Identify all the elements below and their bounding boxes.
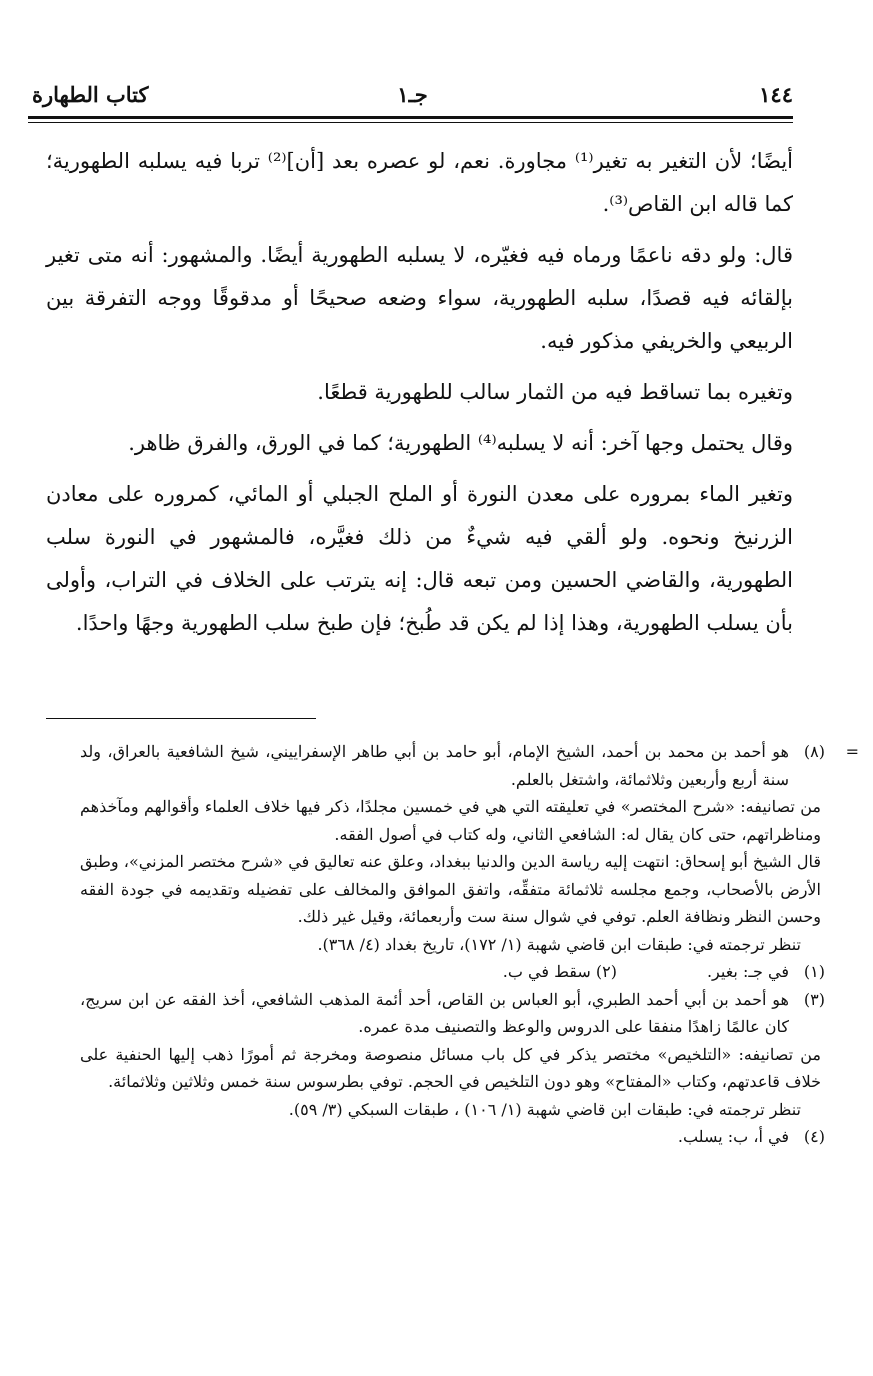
footnote-3-works: من تصانيفه: «التلخيص» مختصر يذكر في كل باب مسائل منصوصة ومخرجة ثم أمورًا ذهب إليها الحنفية على خلاف قاعدتهم، وكتاب «المفتاح» وهو دون التلخيص في الحجم. توفي بطرسوس سنة خمس وثلاثين وثلاثمائة. — [80, 1044, 821, 1091]
paragraph: قال: ولو دقه ناعمًا ورماه فيه فغيّره، لا يسلبه الطهورية أيضًا. والمشهور: أنه متى تغير بإلقائه فيه قصدًا، سلبه الطهورية، سواء وضعه صحيحًا أو مدقوقًا ووجه التفرقة بين الربيعي والخريفي مذكور فيه. — [46, 243, 793, 353]
paragraph: أيضًا؛ لأن التغير به تغير⁽¹⁾ مجاورة. نعم، لو عصره بعد [أن]⁽²⁾ تربا فيه يسلبه الطهورية؛ كما قاله ابن القاص⁽³⁾. — [46, 149, 794, 216]
footnote-3 — [80, 986, 833, 1041]
footnote-number: (٣) — [803, 989, 825, 1009]
footnote-8-works: من تصانيفه: «شرح المختصر» في تعليقته التي هي في خمسين مجلدًا، ذكر فيها خلاف العلماء وأقوالهم ومآخذهم ومناظراتهم، حتى كان يقال له: الشافعي الثاني، وله كتاب في أصول الفقه. — [80, 797, 821, 844]
footnote-8-refs: تنظر ترجمته في: طبقات ابن قاضي شهبة (١/ ١٧٢)، تاريخ بغداد (٤/ ٣٦٨). — [317, 934, 801, 954]
footnote-number: (١) — [803, 962, 825, 981]
footnote-8-quote: قال الشيخ أبو إسحاق: انتهت إليه رياسة الدين والدنيا ببغداد، وعلق عنه تعاليق في «شرح مختصر المزني»، وطبق الأرض بالأصحاب، وجمع مجلسه ثلاثمائة متفقِّه، واتفق الموافق والمخالف على تفضيله وتقديمه في جودة الفقه وحسن النظر ونظافة العلم. توفي في شوال سنة ست وأربعمائة، وقيل غير ذلك. — [80, 852, 821, 926]
footnote-4 — [80, 1123, 833, 1151]
paragraph: وقال يحتمل وجها آخر: أنه لا يسلبه⁽⁴⁾ الطهورية؛ كما في الورق، والفرق ظاهر. — [128, 431, 793, 455]
footnote-text: هو أحمد بن محمد بن أحمد، الشيخ الإمام، أبو حامد بن أبي طاهر الإسفراييني، شيخ الشافعية بالعراق، ولد سنة أربع وأربعين وثلاثمائة، واشتغل بالعلم. — [80, 742, 789, 789]
continuation-marker: = — [845, 742, 859, 761]
footnote-number: (٤) — [803, 1127, 825, 1146]
header-rule-thin — [28, 122, 793, 123]
main-text — [46, 140, 793, 653]
footnote-text: سقط في ب. — [502, 962, 591, 981]
header-rule-thick — [28, 116, 793, 119]
footnote-8 — [80, 738, 859, 793]
footnote-1-2 — [80, 958, 833, 986]
book-title: كتاب الطهارة — [32, 82, 149, 107]
footnote-text: في جـ: بغير. — [706, 962, 789, 981]
footnote-number: (٢) — [595, 962, 617, 981]
footnote-text: في أ، ب: يسلب. — [677, 1127, 789, 1146]
running-header — [32, 80, 793, 114]
footnote-text: هو أحمد بن أبي أحمد الطبري، أبو العباس بن القاص، أحد أئمة المذهب الشافعي، أخذ الفقه عن ابن سريج، كان عالمًا زاهدًا منفقا على الدروس والوعظ والتصنيف مدة عمره. — [80, 989, 789, 1036]
footnote-2 — [503, 958, 617, 986]
footnote-3-refs: تنظر ترجمته في: طبقات ابن قاضي شهبة (١/ ١٠٦) ، طبقات السبكي (٣/ ٥٩). — [288, 1099, 801, 1119]
footnotes — [80, 738, 859, 1151]
paragraph: وتغيره بما تساقط فيه من الثمار سالب للطهورية قطعًا. — [317, 380, 793, 404]
page-number: ١٤٤ — [759, 82, 793, 107]
paragraph: وتغير الماء بمروره على معدن النورة أو الملح الجبلي أو المائي، كمروره على معادن الزرنيخ ونحوه. ولو ألقي فيه شيءٌ من ذلك فغيَّره، فالمشهور في النورة سلب الطهورية، والقاضي الحسين ومن تبعه قال: إنه يترتب على الخلاف في التراب، وأولى بأن يسلب الطهورية، وهذا إذا لم يكن قد طُبخ؛ فإن طبخ سلب الطهورية وجهًا واحدًا. — [46, 482, 793, 635]
footnote-number: (٨) — [803, 742, 825, 761]
footnote-separator — [46, 718, 316, 719]
volume-label: جـ١ — [397, 82, 428, 107]
footnote-1 — [706, 958, 825, 986]
